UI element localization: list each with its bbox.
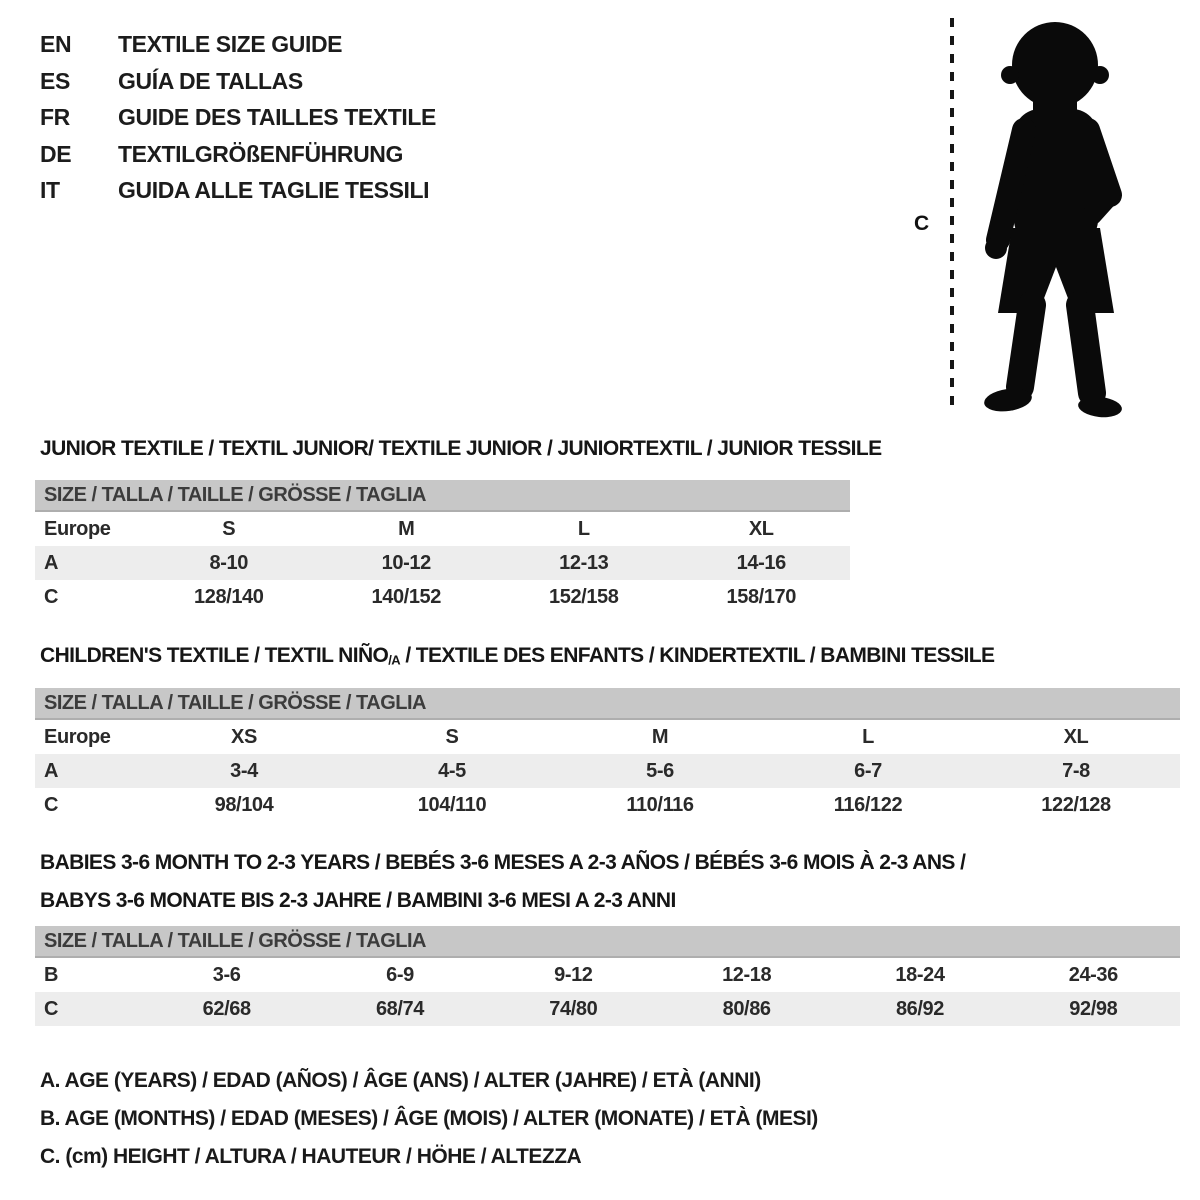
height-cell: 104/110 (417, 794, 487, 816)
age-cell: 12-13 (559, 552, 609, 574)
size-cell: XL (748, 518, 774, 540)
list-item (40, 99, 436, 136)
height-cell: 86/92 (895, 998, 944, 1020)
heading-text: / TEXTILE DES ENFANTS / KINDERTEXTIL / BAMBINI TESSILE (400, 644, 995, 667)
table-row (35, 958, 1180, 992)
table-row (35, 512, 850, 546)
junior-size-table (35, 480, 850, 614)
table-row (35, 754, 1180, 788)
language-code: IT (40, 177, 60, 203)
row-label: B (44, 964, 59, 986)
age-cell: 10-12 (381, 552, 431, 574)
age-cell: 14-16 (736, 552, 786, 574)
age-cell: 3-4 (230, 760, 258, 782)
size-header-bar: SIZE / TALLA / TAILLE / GRÖSSE / TAGLIA (35, 688, 1180, 720)
height-cell: 116/122 (833, 794, 903, 816)
age-cell: 3-6 (212, 964, 241, 986)
height-cell: 110/116 (626, 794, 694, 816)
age-cell: 18-24 (895, 964, 945, 986)
junior-section-heading: JUNIOR TEXTILE / TEXTIL JUNIOR/ TEXTILE JUNIOR / JUNIORTEXTIL / JUNIOR TESSILE (40, 437, 882, 460)
table-row (35, 580, 850, 614)
language-code: FR (40, 104, 70, 130)
row-label: C (44, 998, 59, 1020)
size-header-bar: SIZE / TALLA / TAILLE / GRÖSSE / TAGLIA (35, 926, 1180, 958)
size-cell: L (862, 726, 874, 748)
row-label: C (44, 586, 59, 608)
list-item (40, 136, 436, 173)
table-row (35, 720, 1180, 754)
size-cell: XL (1063, 726, 1089, 748)
list-item (40, 63, 436, 100)
row-label: Europe (44, 518, 111, 540)
size-cell: XS (231, 726, 257, 748)
row-label: A (44, 760, 59, 782)
size-cell: S (445, 726, 459, 748)
guide-title: TEXTILGRÖßENFÜHRUNG (118, 140, 403, 167)
height-cell: 80/86 (722, 998, 771, 1020)
language-code: DE (40, 140, 72, 167)
language-title-list (40, 26, 436, 209)
babies-section-heading-line2: BABYS 3-6 MONATE BIS 2-3 JAHRE / BAMBINI 3-6 MESI A 2-3 ANNI (40, 889, 676, 912)
height-cell: 68/74 (375, 998, 425, 1020)
table-row (35, 992, 1180, 1026)
babies-section-heading-line1: BABIES 3-6 MONTH TO 2-3 YEARS / BEBÉS 3-6 MESES A 2-3 AÑOS / BÉBÉS 3-6 MOIS À 2-3 ANS / (40, 851, 966, 874)
age-cell: 9-12 (554, 964, 593, 986)
legend-line-a: A. AGE (YEARS) / EDAD (AÑOS) / ÂGE (ANS) / ALTER (JAHRE) / ETÀ (ANNI) (40, 1069, 761, 1092)
size-cell: M (398, 518, 415, 540)
row-label: C (44, 794, 59, 816)
age-cell: 24-36 (1068, 964, 1118, 986)
height-cell: 62/68 (202, 998, 251, 1020)
age-cell: 4-5 (438, 760, 466, 782)
height-cell: 140/152 (371, 586, 441, 608)
list-item (40, 26, 436, 63)
height-measure-label: C (914, 212, 930, 235)
guide-title: GUIDE DES TAILLES TEXTILE (118, 104, 436, 130)
height-cell: 74/80 (549, 998, 598, 1020)
height-cell: 92/98 (1069, 998, 1118, 1020)
legend-line-c: C. (cm) HEIGHT / ALTURA / HAUTEUR / HÖHE / ALTEZZA (40, 1145, 582, 1168)
age-cell: 5-6 (646, 760, 674, 782)
height-cell: 98/104 (214, 794, 274, 816)
list-item (40, 172, 436, 209)
age-cell: 8-10 (209, 552, 248, 574)
guide-title: GUÍA DE TALLAS (118, 67, 303, 94)
size-cell: L (577, 518, 590, 540)
age-cell: 7-8 (1062, 760, 1090, 782)
children-section-heading (40, 644, 994, 668)
height-cell: 158/170 (726, 586, 796, 608)
height-cell: 128/140 (194, 586, 264, 608)
table-row (35, 788, 1180, 822)
height-cell: 152/158 (549, 586, 619, 608)
guide-title: TEXTILE SIZE GUIDE (118, 31, 343, 57)
row-label: A (44, 552, 59, 574)
table-row (35, 546, 850, 580)
language-code: EN (40, 31, 72, 57)
age-cell: 6-7 (854, 760, 882, 782)
row-label: Europe (44, 726, 111, 748)
legend-line-b: B. AGE (MONTHS) / EDAD (MESES) / ÂGE (MOIS) / ALTER (MONATE) / ETÀ (MESI) (40, 1107, 818, 1130)
size-cell: M (651, 726, 669, 748)
heading-subscript: /A (388, 652, 401, 668)
size-cell: S (222, 518, 236, 540)
children-size-table (35, 688, 1180, 822)
toddler-silhouette-icon (938, 10, 1150, 422)
age-cell: 12-18 (722, 964, 772, 986)
measurement-legend (40, 1062, 818, 1176)
babies-size-table (35, 926, 1180, 1026)
language-code: ES (40, 67, 70, 94)
age-cell: 6-9 (386, 964, 414, 986)
size-header-bar: SIZE / TALLA / TAILLE / GRÖSSE / TAGLIA (35, 480, 850, 512)
height-cell: 122/128 (1041, 794, 1111, 816)
heading-text: CHILDREN'S TEXTILE / TEXTIL NIÑO (40, 644, 389, 667)
guide-title: GUIDA ALLE TAGLIE TESSILI (118, 177, 430, 203)
